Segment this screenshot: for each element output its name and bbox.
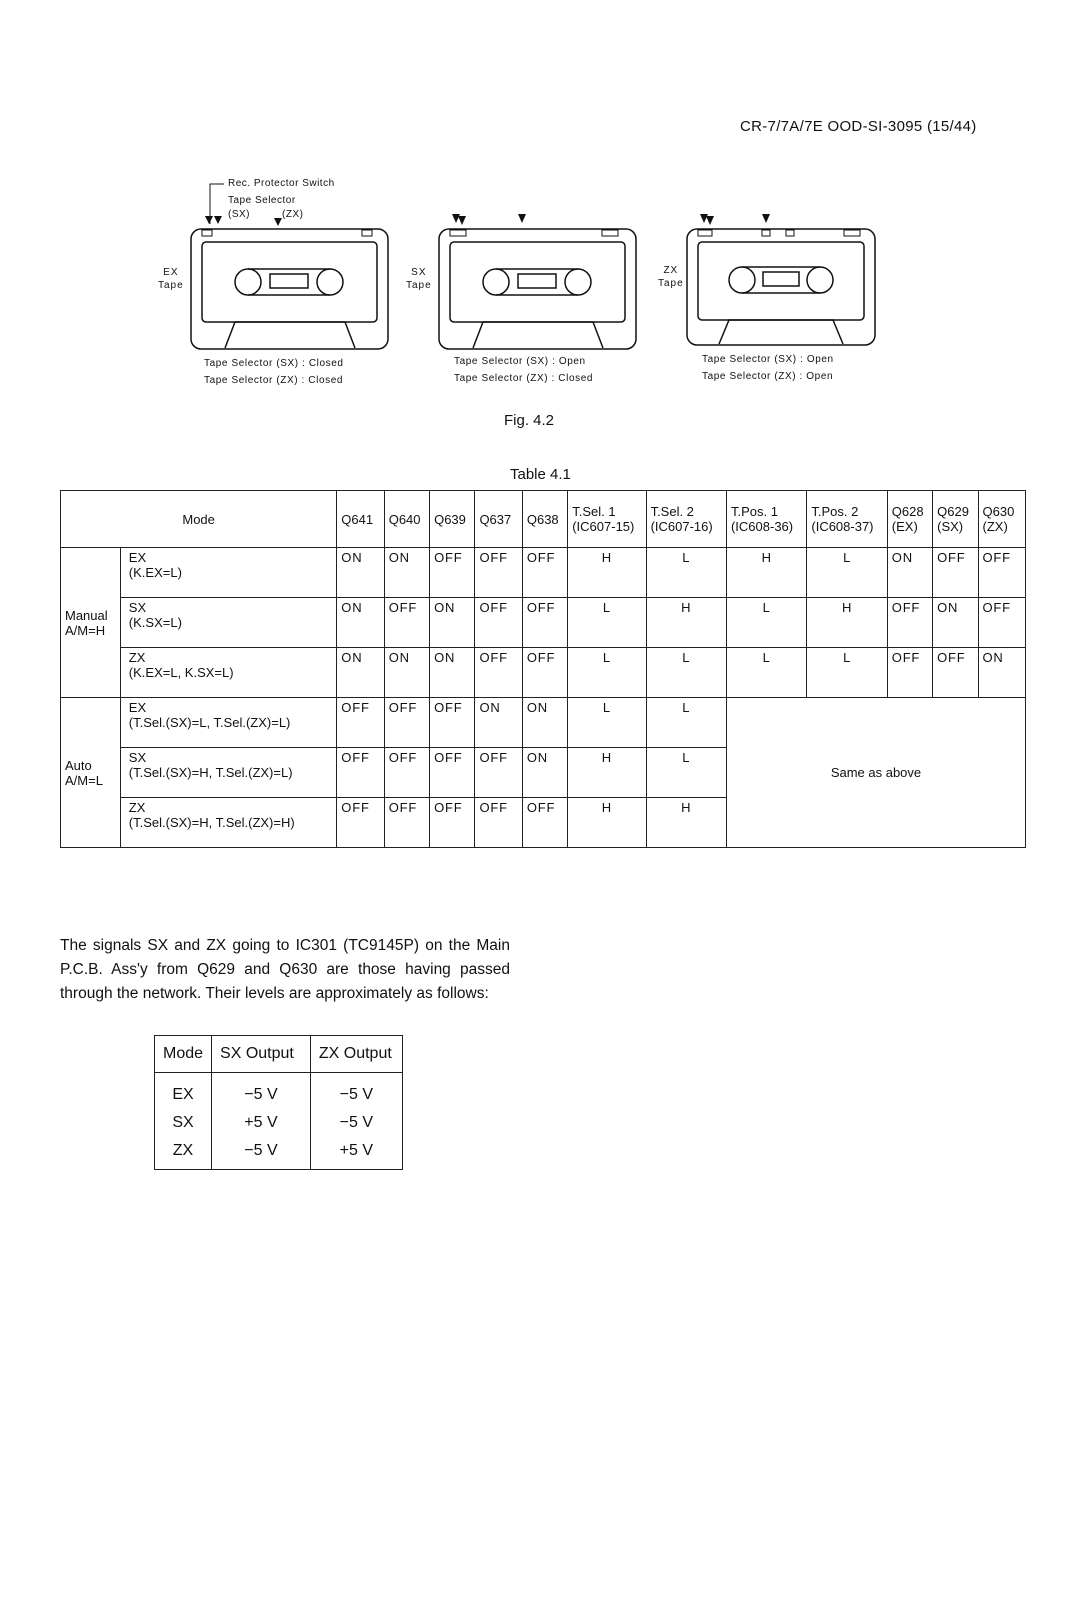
cell: OFF xyxy=(887,598,932,648)
cell: OFF xyxy=(384,698,429,748)
cell: OFF xyxy=(978,548,1026,598)
caption-sx: Tape Selector (SX) : Open Tape Selector (ZX) : Closed xyxy=(454,356,594,384)
header-q630: Q630 (ZX) xyxy=(978,491,1026,548)
header-tpos1: T.Pos. 1 (IC608-36) xyxy=(726,491,806,548)
cell: ON xyxy=(430,648,475,698)
cell: L xyxy=(646,648,726,698)
group-manual: Manual A/M=H xyxy=(61,548,121,698)
page-header: CR-7/7A/7E OOD-SI-3095 (15/44) xyxy=(740,118,977,135)
cell: ON xyxy=(475,698,522,748)
cell: OFF xyxy=(430,548,475,598)
cell: OFF xyxy=(384,598,429,648)
header-q629: Q629 (SX) xyxy=(933,491,978,548)
selector-arrows-sx xyxy=(448,212,538,228)
levels-header-row xyxy=(155,1036,403,1073)
cell: ON xyxy=(384,548,429,598)
body-paragraph: The signals SX and ZX going to IC301 (TC9145P) on the Main P.C.B. Ass'y from Q629 and Q630 are those having passed through the network. Their levels are approximately as follows: xyxy=(60,936,510,1002)
mode-cell: SX (K.SX=L) xyxy=(120,598,337,648)
cell: −5 V xyxy=(212,1073,311,1110)
cell: H xyxy=(568,748,646,798)
cell: ON xyxy=(522,698,567,748)
cell: ON xyxy=(933,598,978,648)
tape-label-ex: EX Tape xyxy=(158,267,184,291)
cell: OFF xyxy=(384,748,429,798)
callout-tape-selector: Tape Selector xyxy=(228,195,296,206)
mode-cell: ZX (T.Sel.(SX)=H, T.Sel.(ZX)=H) xyxy=(120,798,337,848)
cell: H xyxy=(726,548,806,598)
cell: EX xyxy=(155,1073,212,1110)
cell: L xyxy=(568,698,646,748)
cell: H xyxy=(807,598,887,648)
header-tpos2: T.Pos. 2 (IC608-37) xyxy=(807,491,887,548)
cell: H xyxy=(568,798,646,848)
cell: H xyxy=(568,548,646,598)
cell: OFF xyxy=(430,698,475,748)
cell: OFF xyxy=(430,798,475,848)
levels-header-sx: SX Output xyxy=(212,1036,311,1073)
cassette-ex-icon xyxy=(190,228,390,352)
table-row xyxy=(61,548,1026,598)
cell: OFF xyxy=(475,548,522,598)
table-row xyxy=(155,1137,403,1170)
cell: ON xyxy=(887,548,932,598)
cell: OFF xyxy=(384,798,429,848)
cell: OFF xyxy=(522,798,567,848)
header-q628: Q628 (EX) xyxy=(887,491,932,548)
table-row xyxy=(155,1073,403,1110)
output-levels-table xyxy=(154,1035,403,1170)
tape-label-sx: SX Tape xyxy=(406,267,432,291)
cell: OFF xyxy=(933,548,978,598)
cell: ON xyxy=(978,648,1026,698)
table-header-row xyxy=(61,491,1026,548)
header-tsel1: T.Sel. 1 (IC607-15) xyxy=(568,491,646,548)
cell: L xyxy=(646,548,726,598)
callout-sx: (SX) xyxy=(228,209,250,220)
cell: OFF xyxy=(430,748,475,798)
cell: ON xyxy=(430,598,475,648)
cell: L xyxy=(568,598,646,648)
cell: OFF xyxy=(887,648,932,698)
header-q641: Q641 xyxy=(337,491,384,548)
levels-header-zx: ZX Output xyxy=(310,1036,402,1073)
cell: OFF xyxy=(933,648,978,698)
cell: H xyxy=(646,798,726,848)
header-q638: Q638 xyxy=(522,491,567,548)
figure-label: Fig. 4.2 xyxy=(504,412,555,429)
cell: L xyxy=(726,598,806,648)
table-row xyxy=(61,648,1026,698)
selector-arrows-zx xyxy=(696,212,786,228)
cell: L xyxy=(646,748,726,798)
header-mode: Mode xyxy=(61,491,337,548)
cassette-zx-icon xyxy=(686,228,886,352)
cell: −5 V xyxy=(212,1137,311,1170)
tape-label-zx: ZX Tape xyxy=(658,265,684,289)
cell: H xyxy=(646,598,726,648)
cell: OFF xyxy=(475,748,522,798)
cassette-sx-icon xyxy=(438,228,638,352)
cell: ON xyxy=(337,648,384,698)
cell: L xyxy=(807,548,887,598)
cell: ON xyxy=(522,748,567,798)
cell: OFF xyxy=(475,648,522,698)
cell: L xyxy=(726,648,806,698)
cell: OFF xyxy=(337,798,384,848)
callout-leader-lines xyxy=(200,180,300,230)
cell: L xyxy=(646,698,726,748)
cell: OFF xyxy=(522,648,567,698)
cell: +5 V xyxy=(310,1137,402,1170)
levels-header-mode: Mode xyxy=(155,1036,212,1073)
same-as-above-cell: Same as above xyxy=(726,698,1025,848)
cell: OFF xyxy=(337,748,384,798)
cell: L xyxy=(807,648,887,698)
cell: OFF xyxy=(475,598,522,648)
header-q640: Q640 xyxy=(384,491,429,548)
cell: OFF xyxy=(522,548,567,598)
table-row xyxy=(61,598,1026,648)
cell: +5 V xyxy=(212,1109,311,1137)
cell: OFF xyxy=(978,598,1026,648)
callout-zx: (ZX) xyxy=(282,209,304,220)
cell: OFF xyxy=(337,698,384,748)
header-tsel2: T.Sel. 2 (IC607-16) xyxy=(646,491,726,548)
cell: ON xyxy=(384,648,429,698)
header-q639: Q639 xyxy=(430,491,475,548)
cell: ON xyxy=(337,548,384,598)
mode-cell: EX (K.EX=L) xyxy=(120,548,337,598)
cell: ON xyxy=(337,598,384,648)
caption-ex: Tape Selector (SX) : Closed Tape Selector (ZX) : Closed xyxy=(204,358,344,386)
cell: SX xyxy=(155,1109,212,1137)
cell: OFF xyxy=(522,598,567,648)
cell: −5 V xyxy=(310,1109,402,1137)
cell: OFF xyxy=(475,798,522,848)
header-q637: Q637 xyxy=(475,491,522,548)
callout-rec-protector: Rec. Protector Switch xyxy=(228,178,335,189)
cell: ZX xyxy=(155,1137,212,1170)
caption-zx: Tape Selector (SX) : Open Tape Selector (ZX) : Open xyxy=(702,354,834,382)
cell: −5 V xyxy=(310,1073,402,1110)
mode-cell: SX (T.Sel.(SX)=H, T.Sel.(ZX)=L) xyxy=(120,748,337,798)
table-title: Table 4.1 xyxy=(510,466,571,483)
cell: L xyxy=(568,648,646,698)
table-4-1 xyxy=(60,490,1026,848)
group-auto: Auto A/M=L xyxy=(61,698,121,848)
table-row xyxy=(155,1109,403,1137)
mode-cell: ZX (K.EX=L, K.SX=L) xyxy=(120,648,337,698)
mode-cell: EX (T.Sel.(SX)=L, T.Sel.(ZX)=L) xyxy=(120,698,337,748)
table-row xyxy=(61,698,1026,748)
